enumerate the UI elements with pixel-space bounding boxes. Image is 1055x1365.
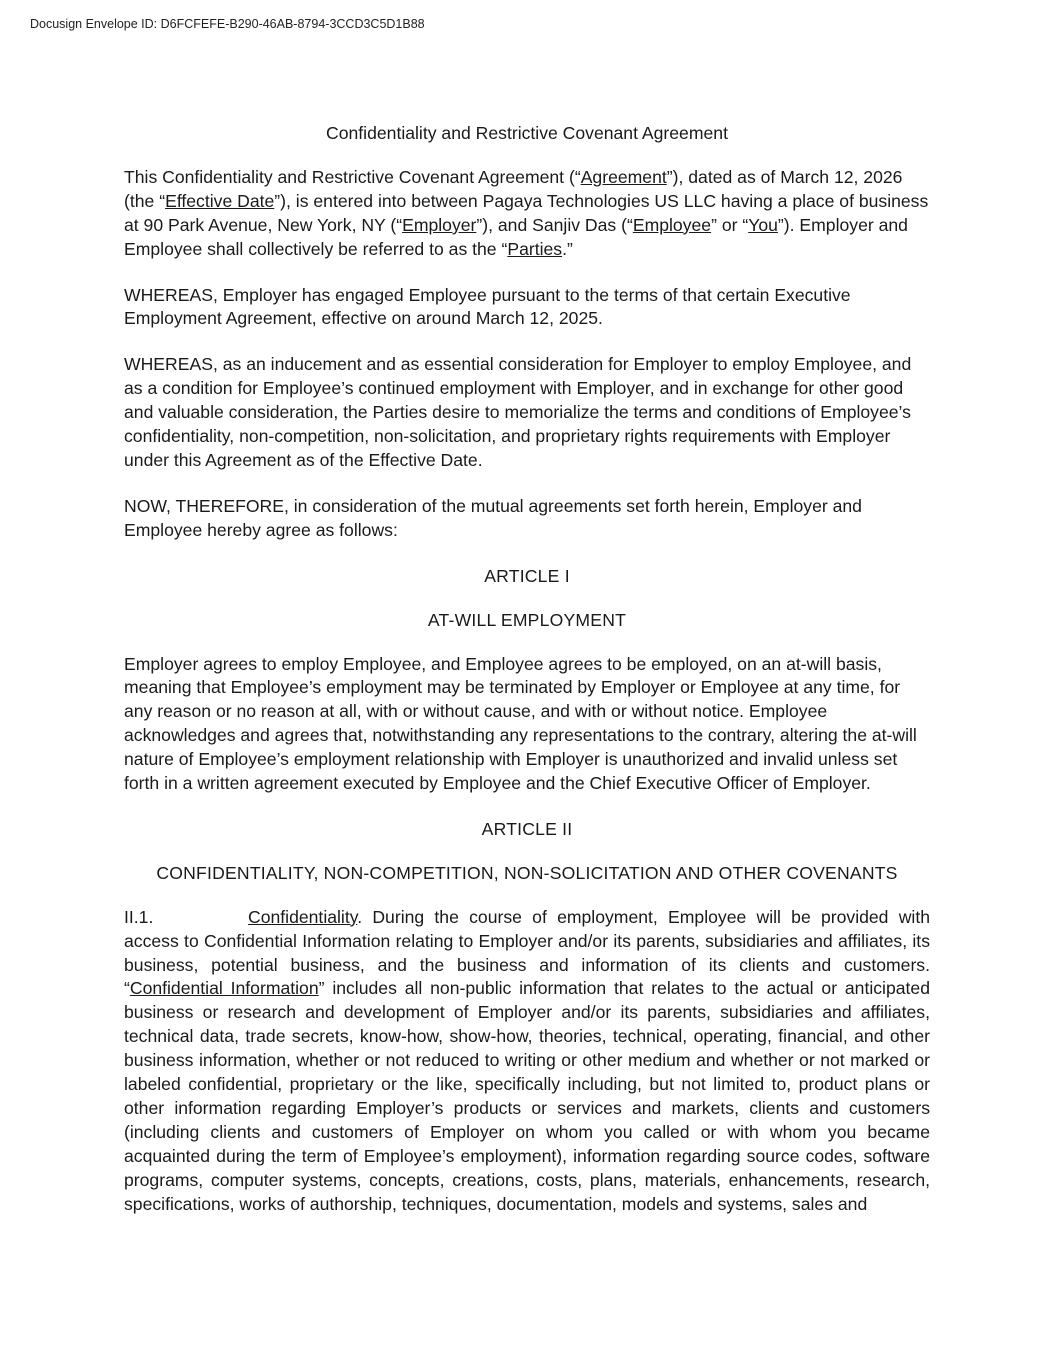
article-1-body: Employer agrees to employ Employee, and Employee agrees to be employed, on an at-will basis, meaning that Employee’s employment may be terminated by Employer or Employee at any time, for any reason or no reason at all, with or without cause, and with or without notice. Employee acknowledges and agrees that, notwithstanding any representations to the contrary, altering the at-will nature of Employee’s employment relationship with Employer is unauthorized and invalid unless set forth in a written agreement executed by Employee and the Chief Executive Officer of Employer. xyxy=(124,653,917,794)
section-2-1-number: II.1. xyxy=(124,906,154,927)
section-2-1-heading: Confidentiality xyxy=(248,906,358,927)
defined-term-employer: Employer xyxy=(402,214,477,235)
defined-term-agreement: Agreement xyxy=(580,166,667,187)
section-2-1-text-2: ” includes all non-public information that relates to the actual or anticipated business or research and development of Employer and/or its parents, subsidiaries and affiliates, technical data, trade secrets, know-how, show-how, theories, technical, operating, financial, and other business information, whether or not reduced to writing or other medium and whether or not marked or labeled confidential, proprietary or the like, specifically including, but not limited to, product plans or other information regarding Employer’s products or services and markets, clients and customers (including clients and customers of Employer on whom you called or with whom you became acquainted during the term of Employee’s employment), information regarding source codes, software programs, computer systems, concepts, creations, costs, plans, materials, enhancements, research, specifications, works of authorship, techniques, documentation, models and systems, sales and xyxy=(124,978,930,1214)
whereas-paragraph-1: WHEREAS, Employer has engaged Employee pursuant to the terms of that certain Executive Employment Agreement, effective on around March 12, 2025. xyxy=(124,284,851,329)
article-2-title: CONFIDENTIALITY, NON-COMPETITION, NON-SOLICITATION AND OTHER COVENANTS xyxy=(156,862,898,883)
intro-text-2: ”), dated as of March 12, 2026 (the “ xyxy=(124,166,903,211)
article-1-title: AT-WILL EMPLOYMENT xyxy=(427,609,627,630)
intro-text-5: ” or “ xyxy=(711,214,749,235)
article-2-number: ARTICLE II xyxy=(481,818,573,839)
document-title: Confidentiality and Restrictive Covenant Agreement xyxy=(326,123,728,143)
whereas-paragraph-2: WHEREAS, as an inducement and as essential consideration for Employer to employ Employee, and as a condition for Employee’s continued employment with Employer, and in exchange for other good and valuable consideration, the Parties desire to memorialize the terms and conditions of Employee’s confidentiality, non-competition, non-solicitation, and proprietary rights requirements with Employer under this Agreement as of the Effective Date. xyxy=(124,354,912,470)
defined-term-confidential-information: Confidential Information xyxy=(129,978,319,999)
intro-text-6: ”). Employer and Employee shall collectively be referred to as the “ xyxy=(124,214,908,259)
intro-text-7: .” xyxy=(562,238,573,259)
section-2-1-paragraph xyxy=(124,906,930,1217)
article-1-number: ARTICLE I xyxy=(484,565,570,586)
intro-text-3: ”), is entered into between Pagaya Technologies US LLC having a place of business at 90 Park Avenue, New York, NY (“ xyxy=(124,190,929,235)
section-2-1-text-1: . During the course of employment, Employee will be provided with access to Confidential Information relating to Employer and/or its parents, subsidiaries and affiliates, its business, potential business, and the business and information of its clients and customers. “ xyxy=(124,906,930,999)
intro-paragraph xyxy=(124,166,930,262)
envelope-id: Docusign Envelope ID: D6FCFEFE-B290-46AB-8794-3CCD3C5D1B88 xyxy=(30,17,425,31)
defined-term-employee: Employee xyxy=(632,214,712,235)
intro-text-1: This Confidentiality and Restrictive Covenant Agreement (“ xyxy=(124,166,581,187)
defined-term-effective-date: Effective Date xyxy=(165,190,275,211)
intro-text-4: ”), and Sanjiv Das (“ xyxy=(476,214,633,235)
defined-term-you: You xyxy=(748,214,778,235)
now-therefore-paragraph: NOW, THEREFORE, in consideration of the mutual agreements set forth herein, Employer and Employee hereby agree as follows: xyxy=(124,495,862,540)
document-body xyxy=(124,122,930,1239)
defined-term-parties: Parties xyxy=(507,238,563,259)
